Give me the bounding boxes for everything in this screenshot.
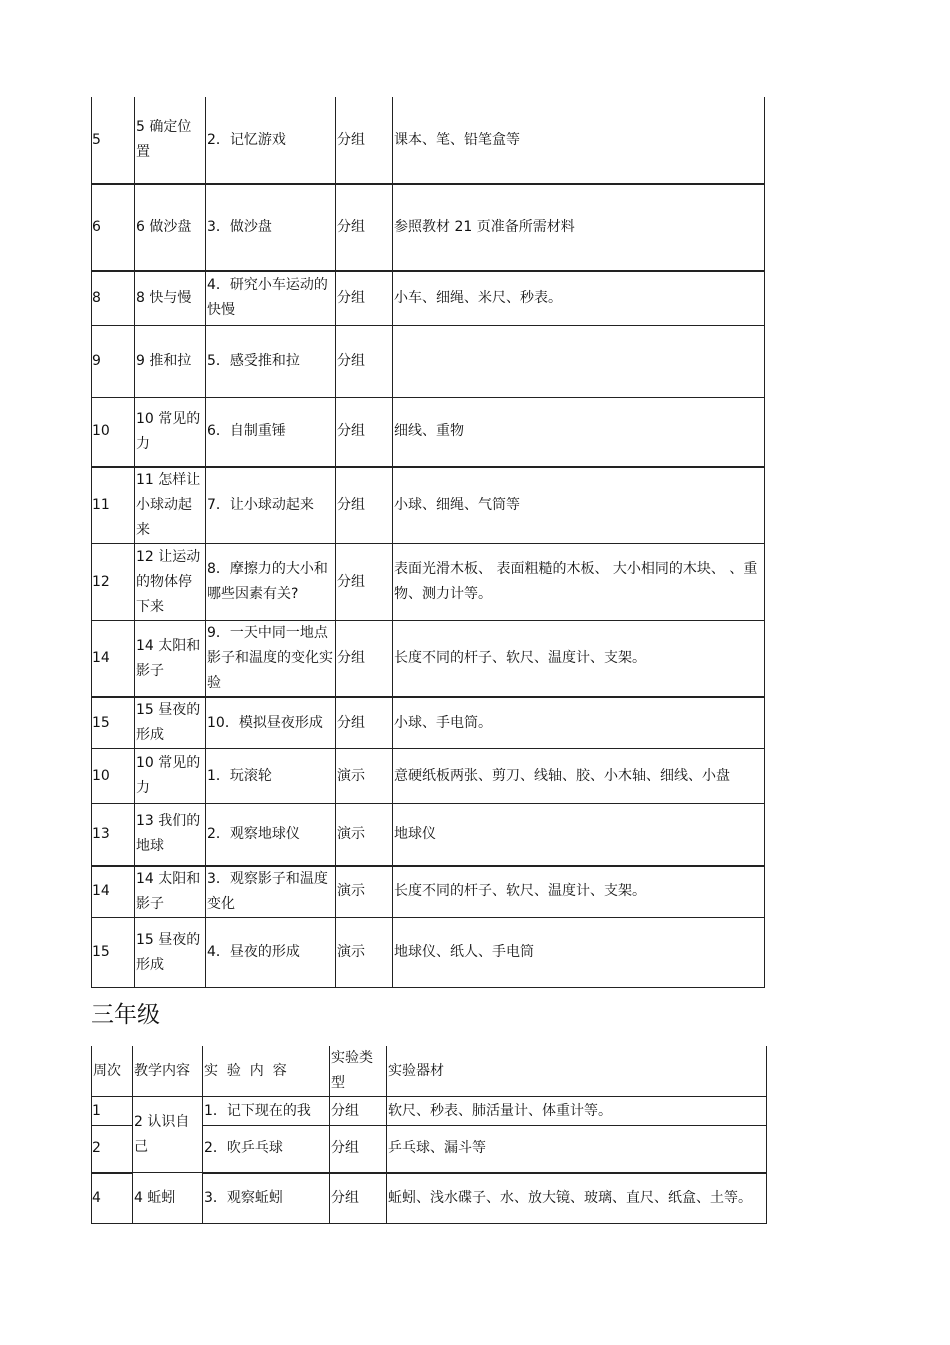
lesson-cell: 10 常见的力 <box>135 397 206 467</box>
type-cell: 分组 <box>330 1126 387 1173</box>
lesson-cell: 15 昼夜的形成 <box>135 697 206 749</box>
lesson-cell: 11 怎样让小球动起来 <box>135 467 206 544</box>
type-cell: 分组 <box>336 397 393 467</box>
materials-cell: 乒乓球、漏斗等 <box>387 1126 767 1173</box>
lesson-cell: 12 让运动的物体停下来 <box>135 544 206 621</box>
table-row <box>92 1173 767 1224</box>
experiment-cell: 9．一天中同一地点影子和温度的变化实验 <box>206 621 336 698</box>
lesson-cell: 15 昼夜的形成 <box>135 918 206 988</box>
table-row <box>92 697 765 749</box>
experiment-cell: 1．记下现在的我 <box>203 1097 330 1126</box>
materials-cell: 课本、笔、铅笔盒等 <box>393 97 765 184</box>
type-cell: 演示 <box>336 866 393 918</box>
lesson-cell: 4 蚯蚓 <box>133 1173 203 1224</box>
experiment-cell: 3．做沙盘 <box>206 184 336 271</box>
header-materials: 实验器材 <box>387 1046 767 1097</box>
week-cell: 4 <box>92 1173 133 1224</box>
header-type: 实验类型 <box>330 1046 387 1097</box>
experiment-table-grade2 <box>91 97 765 988</box>
week-cell: 13 <box>92 804 135 866</box>
experiment-cell: 7．让小球动起来 <box>206 467 336 544</box>
week-cell: 12 <box>92 544 135 621</box>
lesson-cell: 8 快与慢 <box>135 271 206 325</box>
type-cell: 演示 <box>336 918 393 988</box>
lesson-cell: 13 我们的地球 <box>135 804 206 866</box>
experiment-cell: 6．自制重锤 <box>206 397 336 467</box>
table-row <box>92 621 765 698</box>
type-cell: 分组 <box>336 544 393 621</box>
type-cell: 演示 <box>336 804 393 866</box>
week-cell: 9 <box>92 325 135 397</box>
experiment-cell: 2．记忆游戏 <box>206 97 336 184</box>
table-header-row <box>92 1046 767 1097</box>
type-cell: 演示 <box>336 749 393 804</box>
materials-cell: 意硬纸板两张、剪刀、线轴、胶、小木轴、细线、小盘 <box>393 749 765 804</box>
table-row <box>92 749 765 804</box>
week-cell: 6 <box>92 184 135 271</box>
materials-cell: 参照教材 21 页准备所需材料 <box>393 184 765 271</box>
materials-cell: 地球仪 <box>393 804 765 866</box>
experiment-table-grade3 <box>91 1046 767 1224</box>
week-cell: 14 <box>92 866 135 918</box>
week-cell: 5 <box>92 97 135 184</box>
week-cell: 15 <box>92 697 135 749</box>
table-row <box>92 397 765 467</box>
table-row <box>92 544 765 621</box>
lesson-cell: 6 做沙盘 <box>135 184 206 271</box>
type-cell: 分组 <box>336 271 393 325</box>
table-row <box>92 184 765 271</box>
experiment-cell: 3．观察蚯蚓 <box>203 1173 330 1224</box>
week-cell: 10 <box>92 749 135 804</box>
type-cell: 分组 <box>336 621 393 698</box>
table-row <box>92 866 765 918</box>
materials-cell: 小球、手电筒。 <box>393 697 765 749</box>
experiment-cell: 10．模拟昼夜形成 <box>206 697 336 749</box>
materials-cell <box>393 325 765 397</box>
experiment-cell: 8．摩擦力的大小和哪些因素有关? <box>206 544 336 621</box>
experiment-cell: 5．感受推和拉 <box>206 325 336 397</box>
header-experiment: 实 验 内 容 <box>203 1046 330 1097</box>
table-row <box>92 918 765 988</box>
experiment-cell: 3．观察影子和温度变化 <box>206 866 336 918</box>
materials-cell: 蚯蚓、浅水碟子、水、放大镜、玻璃、直尺、纸盒、土等。 <box>387 1173 767 1224</box>
lesson-cell: 10 常见的力 <box>135 749 206 804</box>
lesson-cell: 5 确定位置 <box>135 97 206 184</box>
week-cell: 10 <box>92 397 135 467</box>
type-cell: 分组 <box>336 97 393 184</box>
type-cell: 分组 <box>336 325 393 397</box>
materials-cell: 长度不同的杆子、软尺、温度计、支架。 <box>393 621 765 698</box>
week-cell: 2 <box>92 1126 133 1173</box>
type-cell: 分组 <box>336 697 393 749</box>
experiment-cell: 1．玩滚轮 <box>206 749 336 804</box>
experiment-cell: 4．昼夜的形成 <box>206 918 336 988</box>
type-cell: 分组 <box>336 467 393 544</box>
table-row <box>92 271 765 325</box>
week-cell: 14 <box>92 621 135 698</box>
table-row <box>92 97 765 184</box>
type-cell: 分组 <box>330 1097 387 1126</box>
experiment-cell: 2．吹乒乓球 <box>203 1126 330 1173</box>
week-cell: 8 <box>92 271 135 325</box>
type-cell: 分组 <box>330 1173 387 1224</box>
materials-cell: 软尺、秒表、肺活量计、体重计等。 <box>387 1097 767 1126</box>
table-row <box>92 325 765 397</box>
week-cell: 15 <box>92 918 135 988</box>
materials-cell: 小车、细绳、米尺、秒表。 <box>393 271 765 325</box>
experiment-cell: 4．研究小车运动的快慢 <box>206 271 336 325</box>
materials-cell: 细线、重物 <box>393 397 765 467</box>
materials-cell: 长度不同的杆子、软尺、温度计、支架。 <box>393 866 765 918</box>
experiment-cell: 2．观察地球仪 <box>206 804 336 866</box>
section-title-grade3: 三年级 <box>91 1002 160 1028</box>
materials-cell: 表面光滑木板、 表面粗糙的木板、 大小相同的木块、 、重物、测力计等。 <box>393 544 765 621</box>
header-week: 周次 <box>92 1046 133 1097</box>
lesson-cell: 14 太阳和影子 <box>135 866 206 918</box>
week-cell: 11 <box>92 467 135 544</box>
lesson-cell: 9 推和拉 <box>135 325 206 397</box>
lesson-cell: 2 认识自己 <box>133 1097 203 1173</box>
lesson-cell: 14 太阳和影子 <box>135 621 206 698</box>
table-row <box>92 467 765 544</box>
table-row <box>92 804 765 866</box>
type-cell: 分组 <box>336 184 393 271</box>
header-lesson: 教学内容 <box>133 1046 203 1097</box>
materials-cell: 地球仪、纸人、手电筒 <box>393 918 765 988</box>
table-row <box>92 1097 767 1126</box>
materials-cell: 小球、细绳、气筒等 <box>393 467 765 544</box>
week-cell: 1 <box>92 1097 133 1126</box>
